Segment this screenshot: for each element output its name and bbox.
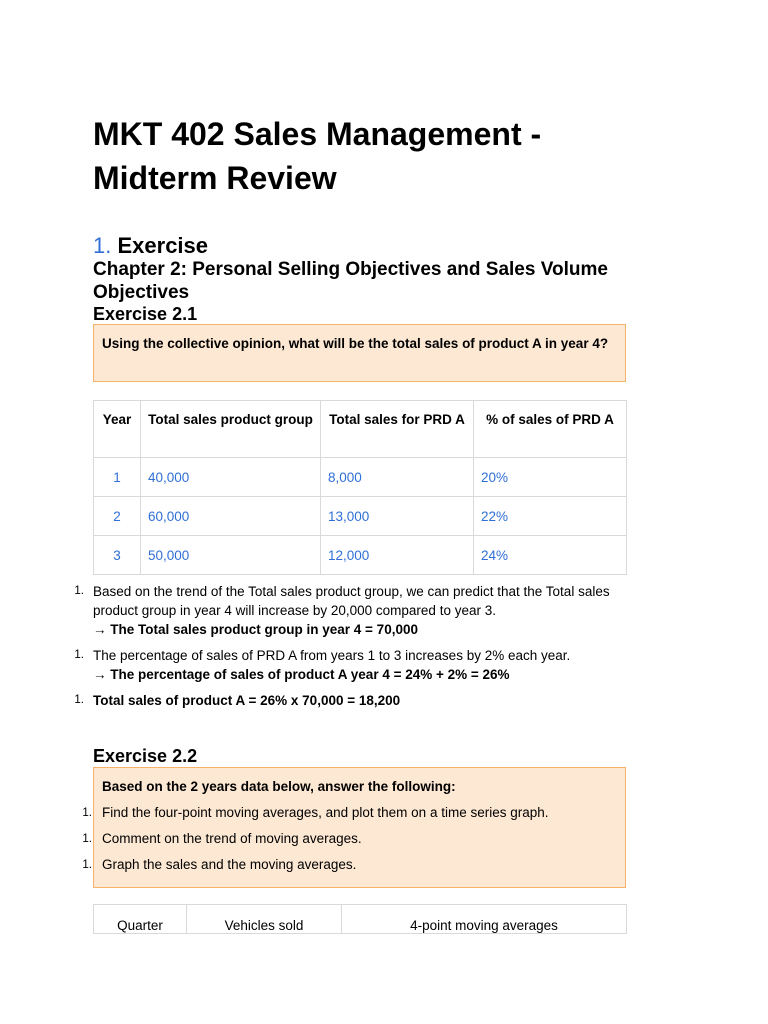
exercise-2-1-heading: Exercise 2.1	[93, 304, 198, 324]
table-header: % of sales of PRD A	[474, 401, 627, 458]
list-item	[74, 582, 653, 646]
exercise-2-1-answers	[74, 582, 653, 710]
table-cell: 22%	[474, 497, 627, 536]
table-header: Vehicles sold	[187, 905, 342, 934]
task-text: Find the four-point moving averages, and plot them on a time series graph.	[102, 805, 549, 820]
table-header-row	[94, 401, 627, 458]
table-header: Year	[94, 401, 141, 458]
table-cell: 40,000	[141, 458, 321, 497]
table-cell: 8,000	[321, 458, 474, 497]
task-text: Comment on the trend of moving averages.	[102, 831, 362, 846]
table-cell: 60,000	[141, 497, 321, 536]
table-row	[94, 536, 627, 575]
section-label: Exercise	[117, 233, 209, 258]
answer-result: → The percentage of sales of product A year 4 = 24% + 2% = 26%	[93, 667, 510, 682]
table-cell: 20%	[474, 458, 627, 497]
list-number: 1.	[74, 694, 84, 706]
list-number: 1.	[74, 585, 84, 597]
table-cell: 1	[94, 458, 141, 497]
answer-result: Total sales of product A = 26% x 70,000 = 18,200	[93, 693, 401, 708]
answer-result: → The Total sales product group in year 4 = 70,000	[93, 622, 418, 637]
exercise-2-2-box	[82, 767, 626, 888]
exercise-2-1-question: Using the collective opinion, what will be the total sales of product A in year 4?	[102, 336, 609, 351]
answer-text: The percentage of sales of PRD A from years 1 to 3 increases by 2% each year.	[93, 648, 571, 663]
answer-text: Based on the trend of the Total sales product group, we can predict that the Total sales product group in year 4 will increase by 20,000 compared to year 3.	[93, 584, 610, 618]
table-cell: 3	[94, 536, 141, 575]
table-cell: 2	[94, 497, 141, 536]
section-heading	[93, 232, 208, 260]
table-header: 4-point moving averages	[342, 905, 627, 934]
table-row	[94, 497, 627, 536]
page-title: MKT 402 Sales Management - Midterm Review	[93, 116, 542, 196]
table-header: Total sales product group	[141, 401, 321, 458]
table-header-row	[94, 905, 627, 934]
list-number: 1.	[82, 807, 92, 819]
exercise-2-2-intro: Based on the 2 years data below, answer the following:	[102, 779, 456, 794]
list-item	[74, 691, 653, 710]
list-item	[82, 804, 617, 822]
exercise-2-2-tasks	[82, 804, 617, 874]
table-cell: 24%	[474, 536, 627, 575]
table-cell: 50,000	[141, 536, 321, 575]
list-item	[82, 830, 617, 848]
table-cell: 13,000	[321, 497, 474, 536]
vehicles-table	[93, 904, 627, 934]
chapter-heading: Chapter 2: Personal Selling Objectives and Sales Volume Objectives	[93, 259, 608, 303]
table-row	[94, 458, 627, 497]
list-number: 1.	[82, 833, 92, 845]
list-item	[82, 856, 617, 874]
exercise-2-2-heading: Exercise 2.2	[93, 746, 198, 766]
list-item	[74, 646, 653, 691]
table-header: Total sales for PRD A	[321, 401, 474, 458]
list-number: 1.	[82, 859, 92, 871]
sales-table	[93, 400, 627, 575]
section-number: 1.	[93, 233, 112, 258]
task-text: Graph the sales and the moving averages.	[102, 857, 357, 872]
table-cell: 12,000	[321, 536, 474, 575]
list-number: 1.	[74, 649, 84, 661]
exercise-2-1-question-box	[93, 324, 626, 382]
table-header: Quarter	[94, 905, 187, 934]
